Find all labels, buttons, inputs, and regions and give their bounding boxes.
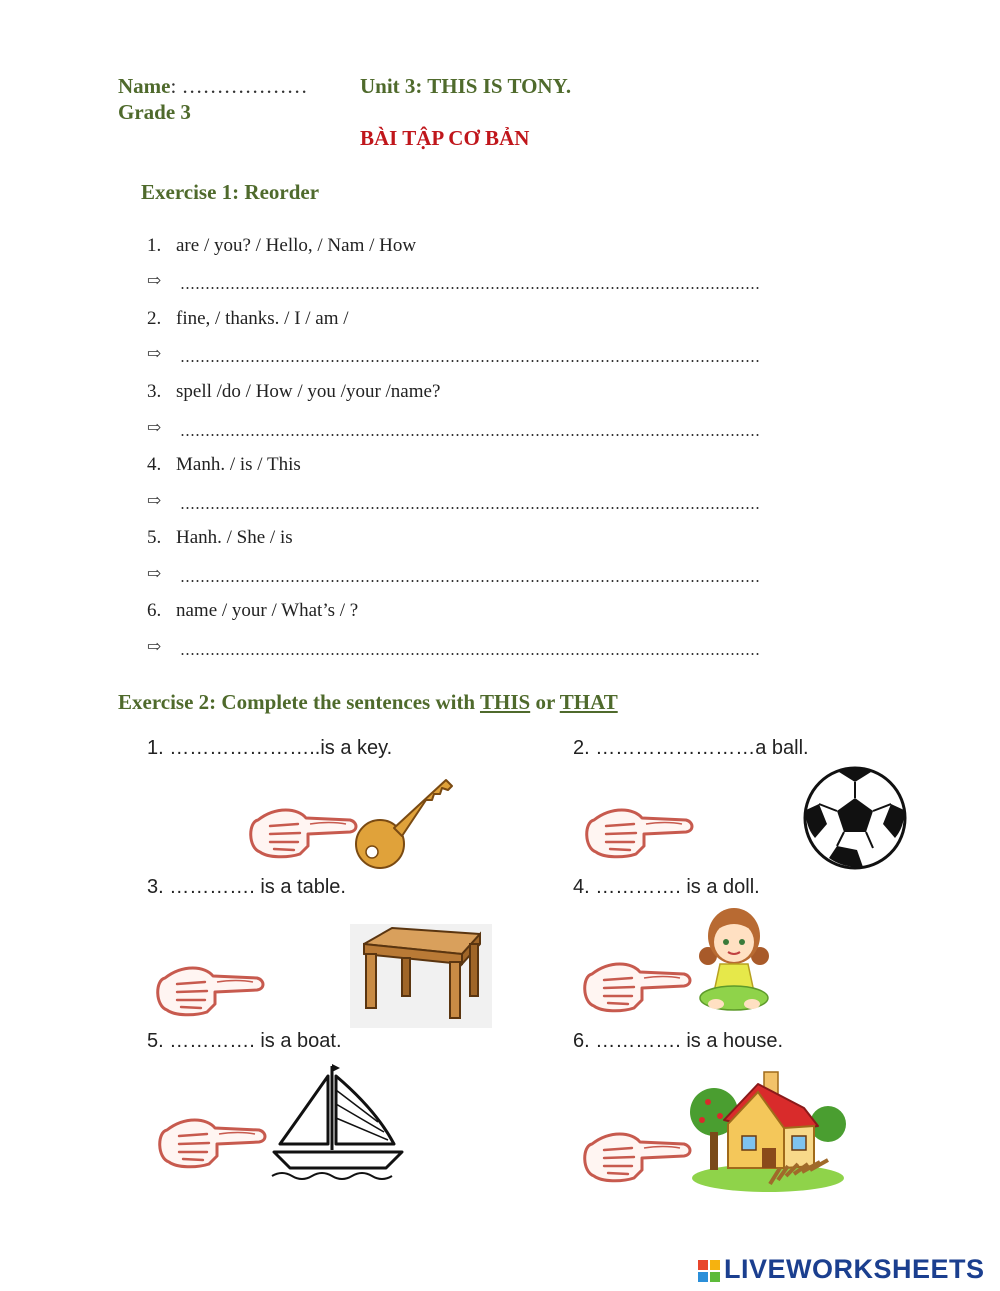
pointing-hand-icon: [582, 1124, 692, 1184]
exercise2-sentence-4[interactable]: 4. …………. is a doll.: [573, 876, 760, 898]
exercise1-answer-line-6[interactable]: [180, 653, 760, 655]
table-picture: [350, 924, 492, 1028]
exercise2-sentence-5[interactable]: 5. …………. is a boat.: [147, 1030, 342, 1052]
ball-picture: [803, 766, 907, 870]
pointing-hand-icon: [157, 1110, 267, 1170]
exercise1-item-1-text: are / you? / Hello, / Nam / How: [176, 235, 417, 256]
exercise1-item-4-number: 4.: [147, 454, 162, 475]
exercise1-item-5-number: 5.: [147, 527, 162, 548]
answer-arrow-icon: ⇨: [147, 491, 162, 510]
exercise2-title-prefix: Exercise 2: Complete the sentences with: [118, 690, 480, 714]
brand-text: LIVEWORKSHEETS: [724, 1254, 985, 1284]
name-label: Name: [118, 74, 171, 98]
pointing-hand-icon: [155, 958, 265, 1018]
answer-arrow-icon: ⇨: [147, 271, 162, 290]
exercise1-item-6-text: name / your / What’s / ?: [176, 600, 359, 621]
exercise2-title: [118, 690, 618, 715]
exercise2-sentence-6[interactable]: 6. …………. is a house.: [573, 1030, 784, 1052]
name-blank: : ………………: [170, 74, 308, 98]
answer-arrow-icon: ⇨: [147, 344, 162, 363]
exercise2-sentence-3[interactable]: 3. …………. is a table.: [147, 876, 346, 898]
exercise1-item-3-text: spell /do / How / you /your /name?: [176, 381, 441, 402]
logo-mark-icon: [698, 1260, 720, 1282]
key-picture: [350, 772, 460, 872]
exercise2-sentence-2[interactable]: 2. ……………………a ball.: [573, 737, 809, 759]
house-picture: [688, 1068, 846, 1194]
exercise1-answer-line-4[interactable]: [180, 507, 760, 509]
answer-arrow-icon: ⇨: [147, 564, 162, 583]
exercise1-item-6-number: 6.: [147, 600, 162, 621]
answer-arrow-icon: ⇨: [147, 637, 162, 656]
worksheet-subtitle: BÀI TẬP CƠ BẢN: [360, 126, 530, 150]
exercise1-answer-line-5[interactable]: [180, 580, 760, 582]
boat-picture: [270, 1060, 406, 1182]
exercise2-sentence-1[interactable]: 1. …………………..is a key.: [147, 737, 393, 759]
name-line: [118, 74, 308, 99]
exercise1-item-4-text: Manh. / is / This: [176, 454, 301, 475]
pointing-hand-icon: [248, 800, 358, 860]
exercise1-item-1-number: 1.: [147, 235, 162, 256]
pointing-hand-icon: [584, 800, 694, 860]
word-this: THIS: [479, 690, 531, 714]
word-that: THAT: [559, 690, 618, 714]
exercise1-item-5-text: Hanh. / She / is: [176, 527, 293, 548]
exercise1-item-3-number: 3.: [147, 381, 162, 402]
unit-title: Unit 3: THIS IS TONY.: [360, 74, 572, 98]
exercise1-answer-line-2[interactable]: [180, 360, 760, 362]
exercise1-answer-line-1[interactable]: [180, 287, 760, 289]
grade-label: Grade 3: [118, 100, 191, 124]
exercise1-item-2-number: 2.: [147, 308, 162, 329]
exercise1-item-2-text: fine, / thanks. / I / am /: [176, 308, 349, 329]
exercise1-answer-line-3[interactable]: [180, 434, 760, 436]
answer-arrow-icon: ⇨: [147, 418, 162, 437]
exercise1-title: Exercise 1: Reorder: [141, 180, 320, 204]
pointing-hand-icon: [582, 954, 692, 1014]
doll-picture: [694, 904, 774, 1014]
exercise2-title-or: or: [530, 690, 560, 714]
